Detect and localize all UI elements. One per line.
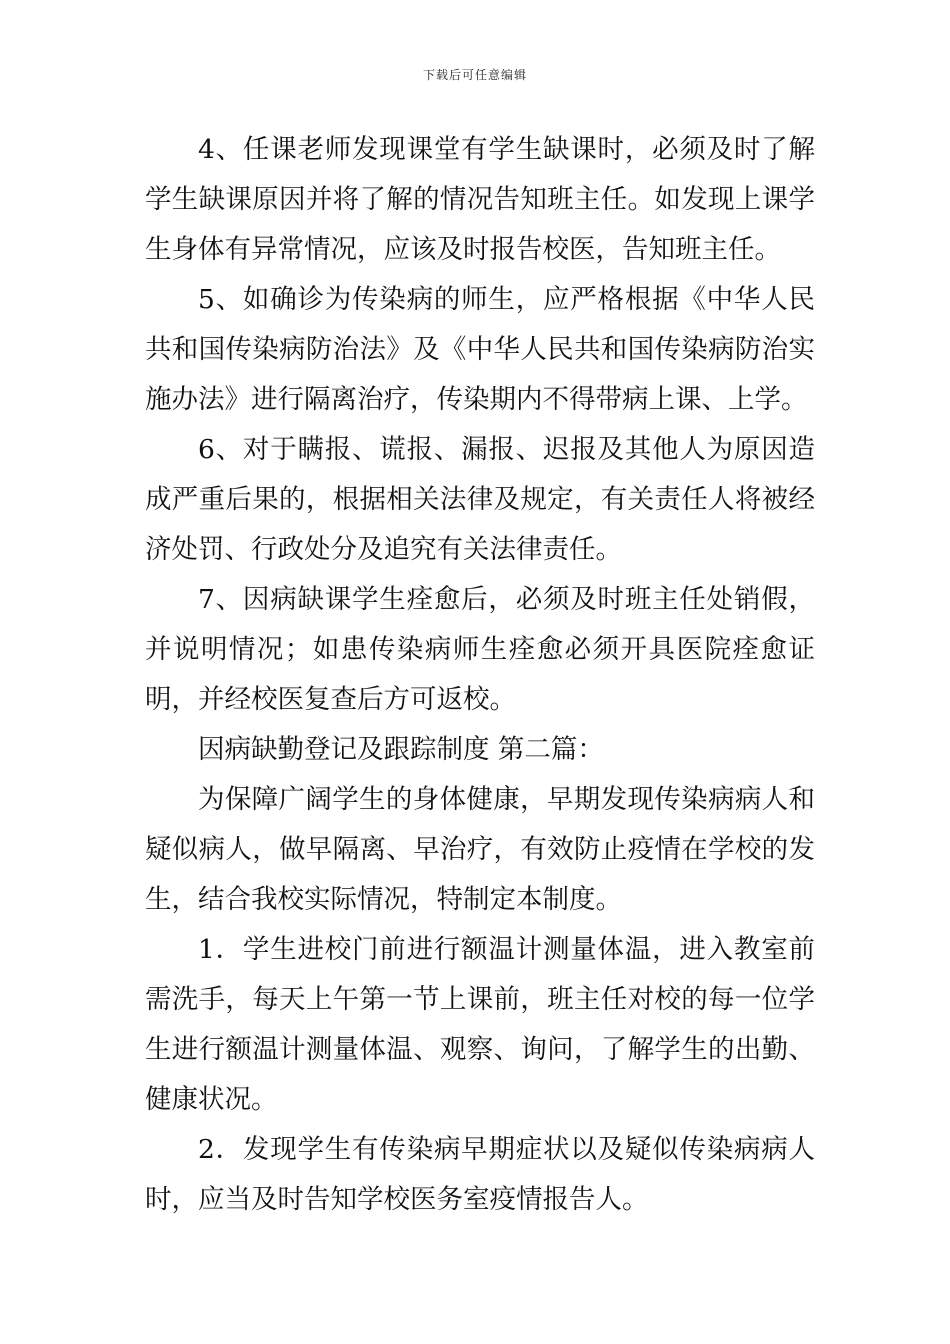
document-body [145,125,815,1225]
section-heading: 因病缺勤登记及跟踪制度 第二篇： [198,734,604,765]
paragraph-intro: 为保障广阔学生的身体健康，早期发现传染病病人和疑似病人，做早隔离、早治疗，有效防止疫情在学校的发生，结合我校实际情况，特制定本制度。 [145,784,815,915]
header-note: 下载后可任意编辑 [422,68,527,82]
paragraph-rule-2: 2．发现学生有传染病早期症状以及疑似传染病病人时，应当及时告知学校医务室疫情报告人。 [145,1134,815,1215]
paragraph-item-4: 4、任课老师发现课堂有学生缺课时，必须及时了解学生缺课原因并将了解的情况告知班主任。如发现上课学生身体有异常情况，应该及时报告校医，告知班主任。 [145,134,815,265]
paragraph-rule-1: 1．学生进校门前进行额温计测量体温，进入教室前需洗手，每天上午第一节上课前，班主任对校的每一位学生进行额温计测量体温、观察、询问，了解学生的出勤、健康状况。 [145,934,815,1115]
paragraph-item-6: 6、对于瞒报、谎报、漏报、迟报及其他人为原因造成严重后果的，根据相关法律及规定，有关责任人将被经济处罚、行政处分及追究有关法律责任。 [145,434,815,565]
paragraph-item-7: 7、因病缺课学生痊愈后，必须及时班主任处销假，并说明情况；如患传染病师生痊愈必须开具医院痊愈证明，并经校医复查后方可返校。 [145,584,815,715]
paragraph-item-5: 5、如确诊为传染病的师生，应严格根据《中华人民共和国传染病防治法》及《中华人民共和国传染病防治实施办法》进行隔离治疗，传染期内不得带病上课、上学。 [145,284,815,415]
